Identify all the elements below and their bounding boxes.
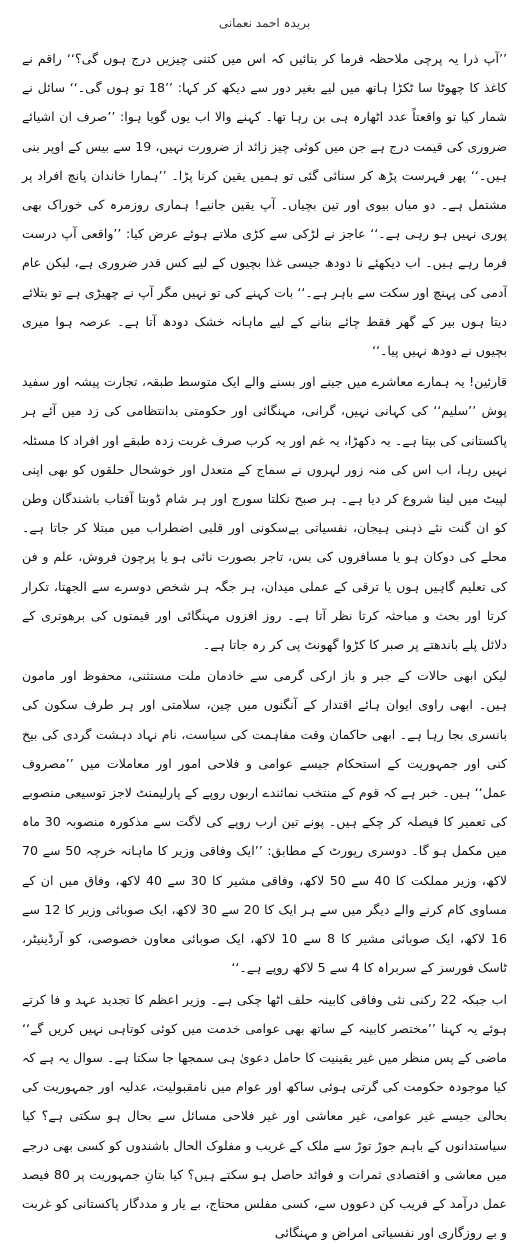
article-paragraph: ’’آپ ذرا یہ پرچی ملاحظہ فرما کر بتائیں کہ اس میں کتنی چیزیں درج ہوں گی؟‘‘ راقم نے کاغذ کا چھوٹا سا ٹکڑا ہاتھ میں لیے بغیر دور سے دیکھ کر کہا: ’’18 تو ہوں گی۔‘‘ سائل نے شمار کیا تو واقعتاً عدد اٹھارہ ہی بن رہا تھا۔ کہنے والا اب یوں گویا ہوا: ’’صرف ان اشیائے ضروری کی قیمت درج ہے جن میں کوئی چیز زائد از ضرورت نہیں، 19 سے بیس کے اوپر بنی ہیں۔‘‘ پھر فہرست پڑھ کر سنائی گئی تو ہمیں یقین کرنا پڑا۔ ’’ہمارا خاندان پانچ افراد پر مشتمل ہے۔ دو میاں بیوی اور تین بچیاں۔ آپ یقین جانیے! ہماری روزمرہ کی خوراک بھی پوری نہیں ہو رہی ہے۔‘‘ عاجز نے لڑکی سے کڑی ملاتے ہوئے عرض کیا: ’’واقعی آپ درست فرما رہے ہیں۔ اب دیکھئے نا دودھ جیسی غذا بچیوں کے لیے کس قدر ضروری ہے، لیکن عام آدمی کی پہنچ اور سکت سے باہر ہے۔‘‘ بات کہنے کی تو نہیں مگر آپ نے چھیڑی ہے تو بتلائے دیتا ہوں بیر کے گھر فقط چائے بنانے کے لیے ماہانہ خشک دودھ آتا ہے۔ عرصہ ہوا میری بچیوں نے دودھ نہیں پیا۔‘‘ [22,44,507,365]
author-byline: بریدہ احمد نعمانی [22,10,507,36]
article-paragraph: لیکن ابھی حالات کے جبر و باز ارکی گرمی سے خادمان ملت مستثنی، محفوظ اور مامون ہیں۔ ابھی راوی ایوان ہائے اقتدار کے آنگنوں میں چین، سلامتی اور ہر طرف سکون کی بانسری بجا رہا ہے۔ ابھی حاکمان وقت مفاہمت کی سیاست، نام نہاد دہشت گردی کی بیخ کنی اور جمہوریت کے استحکام جیسے عوامی و فلاحی امور اور معاملات میں ’’مصروف عمل‘‘ ہیں۔ خبر ہے کہ قوم کے منتخب نمائندے اربوں روپے کے پارلیمنٹ لاجز توسیعی منصوبے کی تعمیر کا فیصلہ کر چکے ہیں۔ پونے تین ارب روپے کی لاگت سے مذکورہ منصوبہ 30 ماہ میں مکمل ہو گا۔ دوسری رپورٹ کے مطابق: ’’ایک وفاقی وزیر کا ماہانہ خرچہ 50 سے 70 لاکھ، وزیر مملکت کا 40 سے 50 لاکھ، وفاقی مشیر کا 30 سے 40 لاکھ، وفاق میں ان کے مساوی کام کرنے والے دیگر میں سے ہر ایک کا 20 سے 30 لاکھ، ایک صوبائی وزیر کا 12 سے 16 لاکھ، ایک صوبائی مشیر کا 8 سے 10 لاکھ، ایک صوبائی معاون خصوصی، کو آرڈینیٹر، ٹاسک فورسز کے سربراہ کا 4 سے 5 لاکھ روپے ہے۔‘‘ [22,661,507,982]
article-paragraph: اب جبکہ 22 رکنی نئی وفاقی کابینہ حلف اٹھا چکی ہے۔ وزیر اعظم کا تجدید عہد و فا کرتے ہوئے یہ کہنا ’’مختصر کابینہ کے ساتھ بھی عوامی خدمت میں کوئی کوتاہی نہیں کریں گے‘‘ ماضی کے پس منظر میں غیر یقینیت کا حامل دعویٰ ہی سمجھا جا سکتا ہے۔ سوال یہ ہے کہ کیا موجودہ حکومت کی گرتی ہوئی ساکھ اور عوام میں نامقبولیت، عدلیہ اور جمہوریت کی بحالی جیسے غیر عوامی، غیر معاشی اور غیر فلاحی مسائل سے بحال ہو سکتی ہے؟ کیا سیاستدانوں کے باہم جوڑ توڑ سے ملک کے غریب و مفلوک الحال باشندوں کو کسی بھی درجے میں معاشی و اقتصادی ثمرات و فوائد حاصل ہو سکتے ہیں؟ کیا بتانِ جمہوریت پر 80 فیصد عمل درآمد کے فریب کن دعووں سے، کسی مفلس محتاج، بے یار و مددگار پاکستانی کو غربت و بے روزگاری اور نفسیاتی امراض و مہنگائی [22,985,507,1247]
article-body [22,44,507,1247]
article-paragraph: قارئین! یہ ہمارے معاشرے میں جینے اور بسنے والے ایک متوسط طبقہ، تجارت پیشہ اور سفید پوش ’’سلیم‘‘ کی کہانی نہیں، گرانی، مہنگائی اور حکومتی بدانتظامی کی زد میں آئے ہر پاکستانی کی بپتا ہے۔ یہ دکھڑا، یہ غم اور یہ کرب صرف غربت زدہ طبقے اور افراد کا مسئلہ نہیں رہا، اب اس کی منہ زور لہروں نے سماج کے متعدل اور خوشحال حلقوں کو بھی اپنی لپیٹ میں لینا شروع کر دیا ہے۔ ہر صبح نکلتا سورج اور ہر شام ڈوبتا آفتاب باشندگان وطن کو ان گنت نئے ذہنی ہیجان، نفسیاتی بےسکونی اور قلبی اضطراب میں مبتلا کر جاتا ہے۔ محلے کی دوکان ہو یا مسافروں کی بس، تاجر بصورت نائی ہو یا پرچون فروش، علم و فن کی تعلیم گاہیں ہوں یا ترقی کے عملی میدان، ہر جگہ ہر شخص دوسرے سے الجھتا، تکرار کرتا اور بحث و مباحثہ کرتا نظر آتا ہے۔ روز افزوں مہنگائی اور قیمتوں کی برھوتری کے دلائل پلے باندھتے پر صبر کا کڑوا گھونٹ پی کر رہ جاتا ہے۔ [22,367,507,659]
